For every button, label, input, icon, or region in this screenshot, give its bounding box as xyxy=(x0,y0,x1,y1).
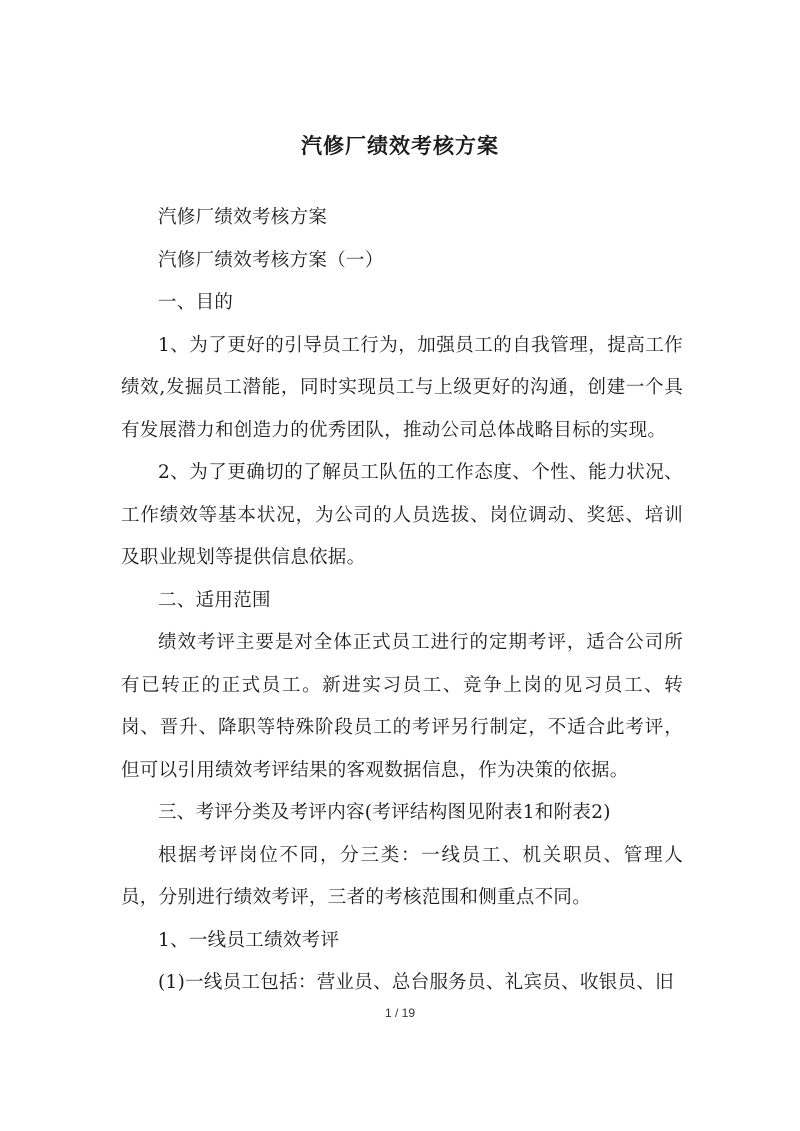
paragraph: 汽修厂绩效考核方案（一） xyxy=(158,249,384,271)
paragraph: (1)一线员工包括：营业员、总台服务员、礼宾员、收银员、旧 xyxy=(158,972,674,993)
paragraph: 2、为了更确切的了解员工队伍的工作态度、个性、能力状况、工作绩效等基本状况，为公司的人员选拔、岗位调动、奖惩、培训及职业规划等提供信息依据。 xyxy=(121,462,683,568)
paragraph: 绩效考评主要是对全体正式员工进行的定期考评，适合公司所有已转正的正式员工。新进实习员工、竞争上岗的见习员工、转岗、晋升、降职等特殊阶段员工的考评另行制定，不适合此考评，但可以引用绩效考评结果的客观数据信息，作为决策的依据。 xyxy=(121,632,683,781)
paragraph: 汽修厂绩效考核方案 xyxy=(158,207,328,228)
document-body xyxy=(121,197,683,1005)
section-heading: 二、适用范围 xyxy=(158,589,271,611)
paragraph: 1、为了更好的引导员工行为，加强员工的自我管理，提高工作绩效,发掘员工潜能，同时实现员工与上级更好的沟通，创建一个具有发展潜力和创造力的优秀团队，推动公司总体战略目标的实现。 xyxy=(121,334,683,441)
section-heading: 三、考评分类及考评内容(考评结构图见附表1和附表2) xyxy=(158,802,611,823)
page-number: 1 / 19 xyxy=(384,1006,416,1020)
subsection-heading: 1、一线员工绩效考评 xyxy=(158,929,340,951)
document-title: 汽修厂绩效考核方案 xyxy=(301,133,499,158)
section-heading: 一、目的 xyxy=(158,292,234,313)
paragraph: 根据考评岗位不同，分三类：一线员工、机关职员、管理人员，分别进行绩效考评，三者的考核范围和侧重点不同。 xyxy=(121,844,683,908)
